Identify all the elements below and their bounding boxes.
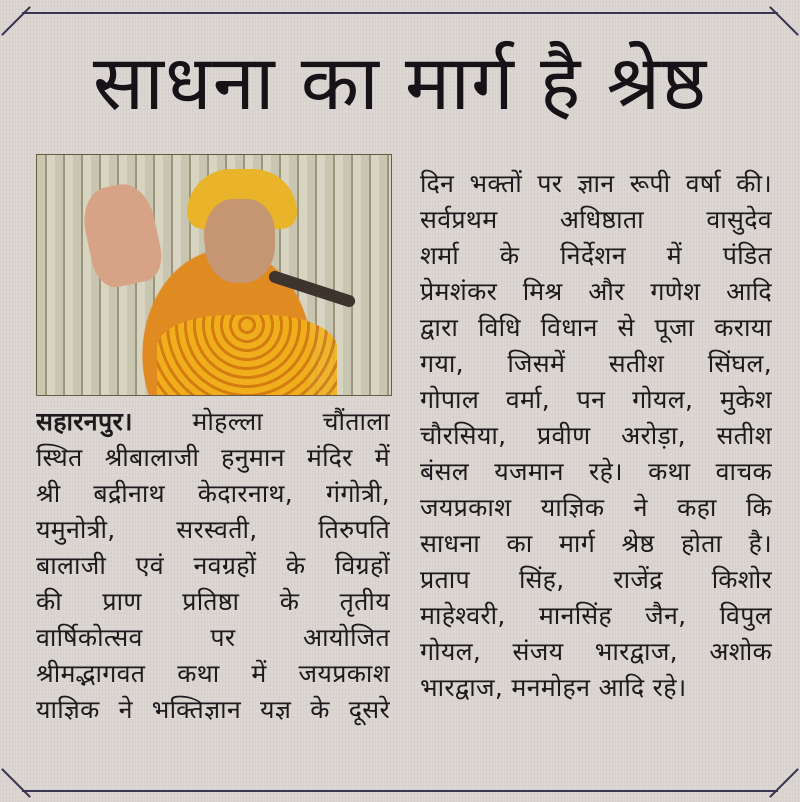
- dateline: सहारनपुर।: [36, 407, 133, 436]
- article-headline: साधना का मार्ग है श्रेष्ठ: [92, 38, 708, 127]
- column-line: वार्षिकोत्सव पर आयोजित: [36, 623, 390, 652]
- top-border-rule: [22, 12, 778, 14]
- article-photo: [36, 154, 392, 396]
- column-line: याज्ञिक ने भक्तिज्ञान यज्ञ के दूसरे: [36, 695, 390, 724]
- column-line: साधना का मार्ग श्रेष्ठ होता है।: [420, 529, 772, 558]
- article-column-left: [36, 404, 390, 728]
- column-line: श्री बद्रीनाथ केदारनाथ, गंगोत्री,: [36, 479, 390, 508]
- column-line: श्रीमद्भागवत कथा में जयप्रकाश: [36, 659, 390, 688]
- column-line: चौरसिया, प्रवीण अरोड़ा, सतीश: [420, 421, 772, 450]
- column-line: दिन भक्तों पर ज्ञान रूपी वर्षा की।: [420, 169, 772, 198]
- column-line: प्रेमशंकर मिश्र और गणेश आदि: [420, 277, 772, 306]
- column-line: स्थित श्रीबालाजी हनुमान मंदिर में: [36, 443, 390, 472]
- column-line: की प्राण प्रतिष्ठा के तृतीय: [36, 587, 390, 616]
- column-line: प्रताप सिंह, राजेंद्र किशोर: [420, 565, 772, 594]
- first-line-text: मोहल्ला चौंताला: [192, 407, 390, 436]
- column-line: गोपाल वर्मा, पन गोयल, मुकेश: [420, 385, 772, 414]
- column-line: बंसल यजमान रहे। कथा वाचक: [420, 457, 772, 486]
- corner-mark-bottom-left: [1, 768, 31, 798]
- column-line: द्वारा विधि विधान से पूजा कराया: [420, 313, 772, 342]
- photo-microphone-shape: [267, 269, 356, 308]
- column-line: सर्वप्रथम अधिष्ठाता वासुदेव: [420, 205, 772, 234]
- column-line: [36, 404, 390, 440]
- column-line: यमुनोत्री, सरस्वती, तिरुपति: [36, 515, 390, 544]
- photo-garland-shape: [157, 315, 337, 395]
- column-line: शर्मा के निर्देशन में पंडित: [420, 241, 772, 270]
- column-line: बालाजी एवं नवग्रहों के विग्रहों: [36, 551, 390, 580]
- bottom-border-rule: [22, 790, 778, 792]
- column-line: माहेश्वरी, मानसिंह जैन, विपुल: [420, 601, 772, 630]
- corner-mark-bottom-right: [769, 768, 799, 798]
- photo-raised-hand-shape: [77, 179, 166, 291]
- column-line: गोयल, संजय भारद्वाज, अशोक: [420, 637, 772, 666]
- photo-face-shape: [205, 199, 275, 283]
- column-line: गया, जिसमें सतीश सिंघल,: [420, 349, 772, 378]
- column-line: भारद्वाज, मनमोहन आदि रहे।: [420, 673, 687, 702]
- column-line: जयप्रकाश याज्ञिक ने कहा कि: [420, 493, 772, 522]
- article-column-right: [420, 166, 772, 706]
